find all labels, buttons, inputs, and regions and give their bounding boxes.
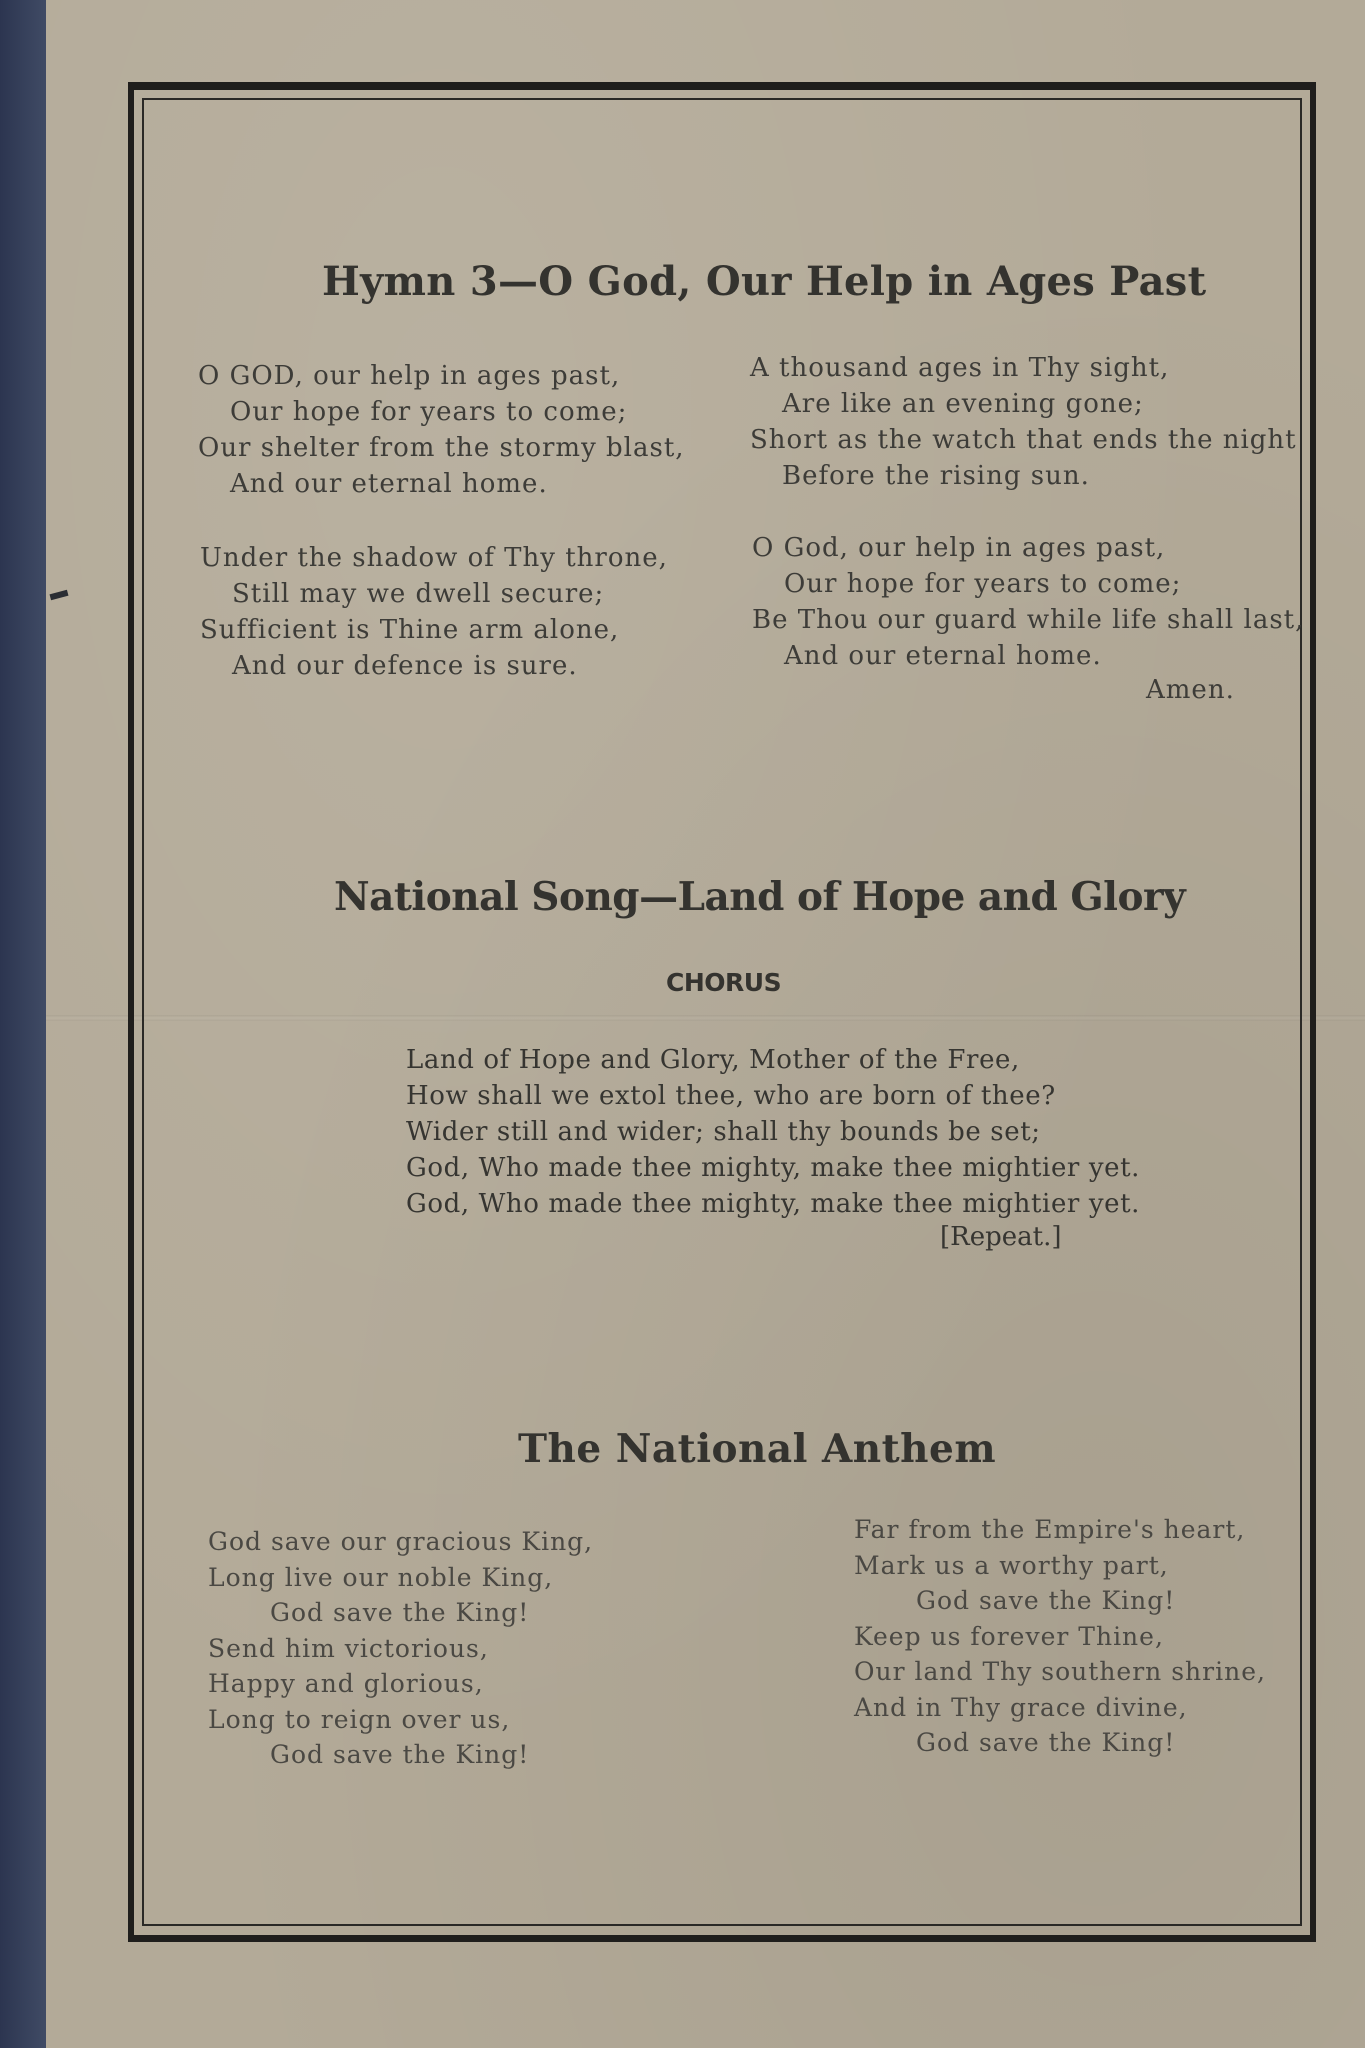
stanza-line: And our eternal home.: [784, 641, 1102, 671]
anthem-right-verse: [854, 1512, 1266, 1761]
chorus-line: Wider still and wider; shall thy bounds be set;: [406, 1117, 1041, 1147]
stanza-line: A thousand ages in Thy sight,: [750, 353, 1170, 383]
anthem-line: And in Thy grace divine,: [854, 1692, 1188, 1722]
anthem-line: Mark us a worthy part,: [854, 1550, 1169, 1580]
hymn-amen: Amen.: [1146, 675, 1235, 705]
stanza-line: Still may we dwell secure;: [232, 579, 605, 609]
anthem-line: Happy and glorious,: [208, 1669, 484, 1698]
stanza-line: Be Thou our guard while life shall last,: [752, 605, 1305, 635]
hymn-stanza-2: [200, 540, 668, 684]
national-song-title: National Song—Land of Hope and Glory: [334, 874, 1186, 920]
stanza-line: Under the shadow of Thy throne,: [200, 543, 668, 573]
anthem-left-verse: [208, 1524, 593, 1773]
anthem-line: God save the King!: [270, 1740, 530, 1769]
stanza-line: Our shelter from the stormy blast,: [198, 433, 685, 463]
stanza-line: And our defence is sure.: [232, 651, 578, 681]
anthem-line: Send him victorious,: [208, 1633, 489, 1663]
stanza-line: Our hope for years to come;: [784, 569, 1182, 599]
anthem-line: God save the King!: [916, 1728, 1176, 1757]
anthem-line: God save the King!: [916, 1586, 1176, 1615]
stanza-line: Are like an evening gone;: [782, 389, 1144, 419]
stanza-line: Short as the watch that ends the night: [750, 425, 1297, 455]
stanza-line: And our eternal home.: [230, 469, 548, 499]
hymn-stanza-4: [752, 530, 1304, 674]
chorus-label: CHORUS: [666, 968, 782, 997]
anthem-line: God save our gracious King,: [208, 1527, 594, 1556]
stanza-line: O GOD, our help in ages past,: [198, 361, 621, 391]
anthem-line: Keep us forever Thine,: [854, 1621, 1164, 1651]
repeat-note: [Repeat.]: [940, 1222, 1062, 1252]
chorus-line: God, Who made thee mighty, make thee mightier yet.: [406, 1153, 1141, 1183]
anthem-line: Long live our noble King,: [208, 1562, 554, 1592]
anthem-line: Far from the Empire's heart,: [854, 1515, 1246, 1544]
stanza-line: Before the rising sun.: [782, 461, 1090, 491]
anthem-line: Our land Thy southern shrine,: [854, 1657, 1266, 1686]
stanza-line: O God, our help in ages past,: [752, 533, 1166, 563]
hymn-title: Hymn 3—O God, Our Help in Ages Past: [322, 258, 1207, 305]
chorus-line: Land of Hope and Glory, Mother of the Free,: [406, 1045, 1020, 1075]
hymn-stanza-1: [198, 358, 685, 502]
anthem-title: The National Anthem: [518, 1426, 997, 1472]
chorus-line: How shall we extol thee, who are born of thee?: [406, 1081, 1056, 1111]
chorus-line: God, Who made thee mighty, make thee mightier yet.: [406, 1189, 1141, 1219]
stanza-line: Sufficient is Thine arm alone,: [200, 615, 620, 645]
hymn-stanza-3: [750, 350, 1297, 494]
anthem-line: Long to reign over us,: [208, 1704, 511, 1734]
chorus-lines: [406, 1042, 1140, 1222]
anthem-line: God save the King!: [270, 1598, 530, 1627]
stanza-line: Our hope for years to come;: [230, 397, 628, 427]
